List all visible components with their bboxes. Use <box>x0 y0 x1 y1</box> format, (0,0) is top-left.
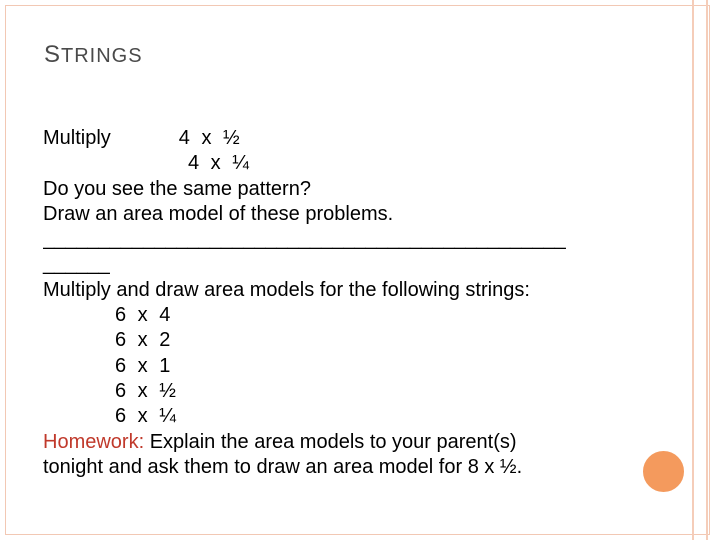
decorative-circle-icon <box>641 449 686 494</box>
multiply-label: Multiply <box>43 127 111 149</box>
strings-instruction: Multiply and draw area models for the following strings: <box>43 278 530 301</box>
problem-2: 4 x ¼ <box>188 152 252 175</box>
homework-label: Homework: <box>43 430 145 453</box>
title-rest: TRINGS <box>61 45 143 67</box>
homework-line <box>43 430 643 455</box>
title-initial: S <box>44 41 62 68</box>
homework-text: Explain the area models to your parent(s) <box>144 430 517 453</box>
string-item: 6 x ½ <box>115 379 179 402</box>
multiply-line <box>43 126 643 151</box>
slide-body <box>43 126 643 480</box>
string-item: 6 x 1 <box>115 354 174 377</box>
string-item: 6 x ¼ <box>115 405 179 428</box>
string-item: 6 x 2 <box>115 329 174 352</box>
divider-line-2: ______ <box>43 253 110 276</box>
homework-line-2: tonight and ask them to draw an area model for 8 x ½. <box>43 455 523 478</box>
instruction-line: Draw an area model of these problems. <box>43 202 394 225</box>
frame-stripe-left <box>692 0 694 540</box>
string-item: 6 x 4 <box>115 304 174 327</box>
frame-stripe-right <box>706 0 708 540</box>
slide-title <box>44 41 143 69</box>
problem-1: 4 x ½ <box>178 127 243 149</box>
question-line: Do you see the same pattern? <box>43 177 311 200</box>
divider-line-1: _______________________________________________ <box>43 228 566 251</box>
